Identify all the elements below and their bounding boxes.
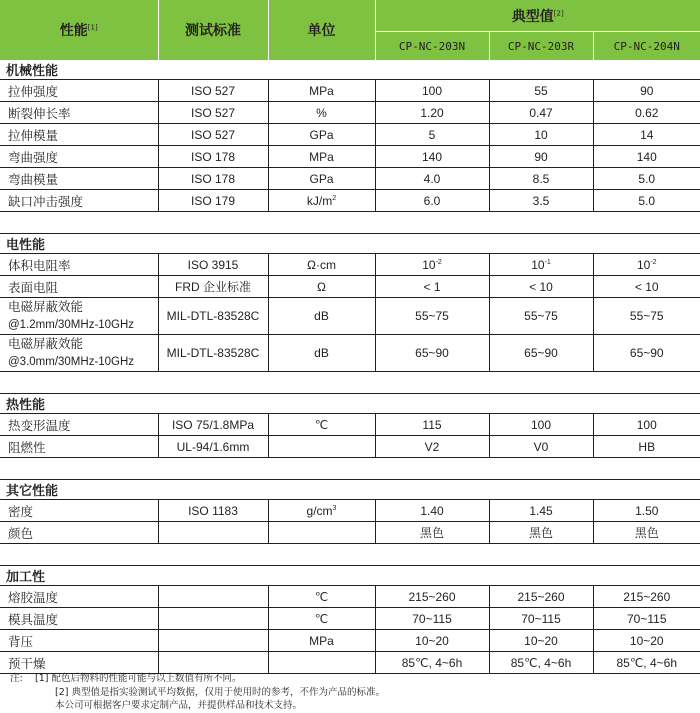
footnotes xyxy=(10,672,385,713)
property-name-line1: 弯曲强度 xyxy=(8,149,59,165)
property-name xyxy=(0,102,158,124)
value-2-text: 10~20 xyxy=(524,633,558,648)
unit xyxy=(268,436,375,458)
unit-text: MPa xyxy=(309,149,334,164)
table-row xyxy=(0,146,700,168)
property-name xyxy=(0,652,158,674)
value-2-text: 1.45 xyxy=(529,503,553,518)
unit-text: ℃ xyxy=(314,611,329,626)
property-name-line1: 表面电阻 xyxy=(8,279,59,295)
test-standard-text: ISO 75/1.8MPa xyxy=(171,417,255,432)
value-2 xyxy=(489,124,593,146)
value-2-text: 215~260 xyxy=(517,589,565,604)
section-title: 其它性能 xyxy=(0,480,700,500)
unit-sup: 2 xyxy=(332,194,337,202)
value-2 xyxy=(489,608,593,630)
value-2 xyxy=(489,436,593,458)
unit-text: ℃ xyxy=(314,417,329,432)
value-1 xyxy=(375,102,489,124)
value-2-sup: -1 xyxy=(544,258,551,266)
property-name xyxy=(0,335,158,372)
property-name xyxy=(0,254,158,276)
section-spacer xyxy=(0,212,700,234)
value-1-text: 115 xyxy=(422,417,442,432)
table-row xyxy=(0,276,700,298)
value-2-text: 黑色 xyxy=(528,526,553,540)
test-standard-text: FRD 企业标准 xyxy=(175,280,251,294)
value-2-text: 0.47 xyxy=(529,105,553,120)
table-row xyxy=(0,80,700,102)
property-name-line1: 电磁屏蔽效能 xyxy=(8,336,84,351)
table-body xyxy=(0,60,700,674)
unit xyxy=(268,276,375,298)
value-2 xyxy=(489,80,593,102)
unit xyxy=(268,298,375,335)
value-3-text: 10 xyxy=(636,257,651,272)
table-row xyxy=(0,168,700,190)
value-2-text: V0 xyxy=(533,439,549,454)
value-3 xyxy=(593,168,700,190)
property-name-line1: 颜色 xyxy=(8,525,34,541)
value-1 xyxy=(375,608,489,630)
spacer-cell xyxy=(0,372,700,394)
section-title: 机械性能 xyxy=(0,60,700,80)
spacer-cell xyxy=(0,212,700,234)
property-name xyxy=(0,146,158,168)
unit-text: kJ/m xyxy=(306,193,333,208)
section-header-therm xyxy=(0,394,700,414)
property-name-line1: 阻燃性 xyxy=(8,439,46,455)
value-2-text: 100 xyxy=(530,417,552,432)
value-2 xyxy=(489,335,593,372)
property-name-line1: 缺口冲击强度 xyxy=(8,193,84,209)
value-1 xyxy=(375,414,489,436)
test-standard-text: ISO 527 xyxy=(190,127,236,142)
value-2-text: 70~115 xyxy=(521,611,561,626)
value-1-text: 100 xyxy=(421,83,443,98)
property-name xyxy=(0,80,158,102)
unit-text: ℃ xyxy=(314,589,329,604)
value-2-text: 90 xyxy=(534,149,548,164)
table-row xyxy=(0,298,700,335)
unit xyxy=(268,80,375,102)
value-3-text: 5.0 xyxy=(638,171,656,186)
unit-text: Ω xyxy=(317,279,326,294)
value-1 xyxy=(375,586,489,608)
table-row xyxy=(0,630,700,652)
unit xyxy=(268,102,375,124)
property-name xyxy=(0,298,158,335)
value-1-text: 6.0 xyxy=(423,193,441,208)
unit xyxy=(268,608,375,630)
table-header xyxy=(0,0,700,60)
notes-label: 注: xyxy=(10,673,23,684)
spacer-cell xyxy=(0,458,700,480)
unit-text: GPa xyxy=(309,127,334,142)
property-name xyxy=(0,414,158,436)
note-1: [1] 配色后物料的性能可能与以上数值有所不同。 xyxy=(35,673,242,684)
property-name-line1: 弯曲模量 xyxy=(8,171,59,187)
section-spacer xyxy=(0,544,700,566)
unit-sup: 3 xyxy=(332,504,337,512)
value-2-text: 55~75 xyxy=(524,309,558,323)
property-name xyxy=(0,522,158,544)
value-3-text: 140 xyxy=(636,149,657,164)
test-standard xyxy=(158,335,268,372)
value-3-text: < 10 xyxy=(634,279,659,294)
value-3 xyxy=(593,80,700,102)
unit xyxy=(268,500,375,522)
unit-text: MPa xyxy=(309,633,334,648)
value-1-text: 70~115 xyxy=(412,611,452,626)
value-1 xyxy=(375,630,489,652)
note-2: [2] 典型值是指实验测试平均数据，仅用于使用时的参考，不作为产品的标准。 xyxy=(55,686,385,698)
test-standard-text: UL-94/1.6mm xyxy=(176,439,250,454)
value-3-text: HB xyxy=(638,439,656,454)
value-2 xyxy=(489,190,593,212)
value-3 xyxy=(593,276,700,298)
value-3-text: 55~75 xyxy=(629,309,664,323)
value-3 xyxy=(593,254,700,276)
value-2-text: 65~90 xyxy=(524,346,558,360)
value-3 xyxy=(593,414,700,436)
value-3 xyxy=(593,102,700,124)
value-1 xyxy=(375,146,489,168)
value-2-text: 10 xyxy=(531,257,545,272)
unit xyxy=(268,335,375,372)
value-1 xyxy=(375,436,489,458)
value-3-text: 黑色 xyxy=(634,526,659,540)
value-3 xyxy=(593,190,700,212)
section-header-other xyxy=(0,480,700,500)
property-name-line1: 电磁屏蔽效能 xyxy=(8,299,84,314)
table-row xyxy=(0,254,700,276)
property-name-line1: 模具温度 xyxy=(8,611,59,627)
test-standard xyxy=(158,608,268,630)
value-1 xyxy=(375,298,489,335)
property-name-line1: 热变形温度 xyxy=(8,417,71,433)
value-3 xyxy=(593,652,700,674)
test-standard xyxy=(158,102,268,124)
value-1 xyxy=(375,276,489,298)
value-2-text: 8.5 xyxy=(532,171,550,186)
value-1-text: 1.40 xyxy=(420,503,444,518)
value-2 xyxy=(489,652,593,674)
test-standard-text: ISO 178 xyxy=(190,171,236,186)
test-standard-text: MIL-DTL-83528C xyxy=(166,309,260,323)
test-standard xyxy=(158,168,268,190)
note-3: 本公司可根据客户要求定制产品，并提供样品和技术支持。 xyxy=(55,700,303,711)
value-2 xyxy=(489,586,593,608)
unit xyxy=(268,146,375,168)
value-1-text: 140 xyxy=(421,149,443,164)
value-3 xyxy=(593,522,700,544)
unit-text: dB xyxy=(314,346,329,360)
value-1-text: 65~90 xyxy=(415,346,449,360)
table-row xyxy=(0,102,700,124)
table-row xyxy=(0,124,700,146)
value-3-text: 10~20 xyxy=(629,633,664,648)
property-name xyxy=(0,630,158,652)
table-row xyxy=(0,190,700,212)
value-3-text: 70~115 xyxy=(627,611,667,626)
property-name-line1: 断裂伸长率 xyxy=(8,105,71,121)
unit-text: g/cm xyxy=(306,503,333,518)
value-3 xyxy=(593,146,700,168)
value-1 xyxy=(375,652,489,674)
value-3-text: 1.50 xyxy=(635,503,659,518)
section-spacer xyxy=(0,372,700,394)
header-product-3: CP-NC-204N xyxy=(593,32,700,61)
unit-text: dB xyxy=(314,309,329,323)
section-spacer xyxy=(0,458,700,480)
value-3 xyxy=(593,586,700,608)
value-1 xyxy=(375,335,489,372)
unit-text: MPa xyxy=(309,83,334,98)
value-2-text: 3.5 xyxy=(532,193,550,208)
table-row xyxy=(0,586,700,608)
test-standard xyxy=(158,254,268,276)
value-3 xyxy=(593,124,700,146)
value-1-text: 10 xyxy=(422,257,436,272)
value-2 xyxy=(489,522,593,544)
header-property: 性能[1] xyxy=(0,0,158,60)
value-1 xyxy=(375,190,489,212)
test-standard xyxy=(158,500,268,522)
section-title: 电性能 xyxy=(0,234,700,254)
value-1 xyxy=(375,124,489,146)
test-standard xyxy=(158,652,268,674)
value-2-text: 10 xyxy=(534,127,548,142)
test-standard xyxy=(158,586,268,608)
property-name-line1: 背压 xyxy=(8,633,34,649)
header-product-2: CP-NC-203R xyxy=(489,32,593,61)
unit xyxy=(268,124,375,146)
header-product-1: CP-NC-203N xyxy=(375,32,489,61)
test-standard-text: ISO 179 xyxy=(190,193,236,208)
property-name xyxy=(0,500,158,522)
test-standard xyxy=(158,436,268,458)
value-2 xyxy=(489,630,593,652)
unit-text: Ω·cm xyxy=(307,257,336,272)
unit-text: % xyxy=(316,105,327,120)
value-1-text: V2 xyxy=(424,439,440,454)
value-1 xyxy=(375,254,489,276)
value-3-text: 5.0 xyxy=(638,193,656,208)
value-3 xyxy=(593,608,700,630)
test-standard xyxy=(158,124,268,146)
value-1-text: 5 xyxy=(428,127,436,142)
property-name xyxy=(0,124,158,146)
value-1 xyxy=(375,80,489,102)
section-header-elec xyxy=(0,234,700,254)
table-row xyxy=(0,414,700,436)
value-3-text: 14 xyxy=(640,127,654,142)
value-3-text: 215~260 xyxy=(623,589,671,604)
spacer-cell xyxy=(0,544,700,566)
value-1-text: 4.0 xyxy=(423,171,441,186)
value-2-text: 85℃, 4~6h xyxy=(510,655,572,670)
property-name-line1: 拉伸强度 xyxy=(8,83,59,99)
unit xyxy=(268,190,375,212)
table-row xyxy=(0,335,700,372)
unit xyxy=(268,522,375,544)
value-3 xyxy=(593,630,700,652)
property-name xyxy=(0,436,158,458)
value-3-text: 100 xyxy=(636,417,657,432)
unit xyxy=(268,586,375,608)
test-standard xyxy=(158,522,268,544)
unit-text: GPa xyxy=(309,171,334,186)
value-3-text: 90 xyxy=(640,83,654,98)
test-standard-text: ISO 527 xyxy=(190,83,236,98)
section-header-proc xyxy=(0,566,700,586)
property-name xyxy=(0,586,158,608)
property-name-line1: 预干燥 xyxy=(8,655,46,671)
test-standard xyxy=(158,414,268,436)
unit xyxy=(268,168,375,190)
value-3 xyxy=(593,500,700,522)
property-name xyxy=(0,190,158,212)
value-1-text: 85℃, 4~6h xyxy=(401,655,463,670)
table-row xyxy=(0,652,700,674)
unit xyxy=(268,652,375,674)
property-name xyxy=(0,608,158,630)
property-name-line1: 熔胶温度 xyxy=(8,589,59,605)
test-standard-text: MIL-DTL-83528C xyxy=(166,346,260,360)
property-name xyxy=(0,168,158,190)
table-row xyxy=(0,522,700,544)
test-standard xyxy=(158,298,268,335)
value-3-text: 85℃, 4~6h xyxy=(616,655,678,670)
test-standard-text: ISO 178 xyxy=(190,149,236,164)
test-standard-text: ISO 3915 xyxy=(187,257,239,272)
value-1-text: 1.20 xyxy=(420,105,444,120)
value-1-text: 55~75 xyxy=(415,309,449,323)
value-1-text: < 1 xyxy=(423,279,441,294)
value-2-text: < 10 xyxy=(529,279,553,294)
value-2 xyxy=(489,102,593,124)
section-header-mech xyxy=(0,60,700,80)
value-1-text: 10~20 xyxy=(415,633,449,648)
value-1-text: 黑色 xyxy=(419,526,444,540)
value-2 xyxy=(489,298,593,335)
table-row xyxy=(0,500,700,522)
section-title: 热性能 xyxy=(0,394,700,414)
value-3 xyxy=(593,298,700,335)
test-standard-text: ISO 527 xyxy=(190,105,236,120)
test-standard xyxy=(158,276,268,298)
section-title: 加工性 xyxy=(0,566,700,586)
value-2 xyxy=(489,500,593,522)
value-3-text: 0.62 xyxy=(635,105,659,120)
table-row xyxy=(0,436,700,458)
header-standard: 测试标准 xyxy=(158,0,268,60)
unit xyxy=(268,630,375,652)
value-2 xyxy=(489,146,593,168)
header-typical: 典型值[2] xyxy=(375,0,700,32)
value-2 xyxy=(489,168,593,190)
property-name-line2: @3.0mm/30MHz-10GHz xyxy=(8,356,135,368)
property-name-line1: 密度 xyxy=(8,503,34,519)
value-2 xyxy=(489,254,593,276)
property-name-line1: 拉伸模量 xyxy=(8,127,59,143)
value-1 xyxy=(375,522,489,544)
property-name xyxy=(0,276,158,298)
value-1-sup: -2 xyxy=(435,258,442,266)
value-3 xyxy=(593,436,700,458)
value-1 xyxy=(375,500,489,522)
test-standard xyxy=(158,146,268,168)
value-2-text: 55 xyxy=(534,83,548,98)
value-2 xyxy=(489,276,593,298)
test-standard xyxy=(158,80,268,102)
test-standard-text: ISO 1183 xyxy=(188,503,238,518)
test-standard xyxy=(158,190,268,212)
value-3-text: 65~90 xyxy=(629,346,664,360)
unit xyxy=(268,414,375,436)
value-1 xyxy=(375,168,489,190)
test-standard xyxy=(158,630,268,652)
value-2 xyxy=(489,414,593,436)
value-1-text: 215~260 xyxy=(408,589,456,604)
unit xyxy=(268,254,375,276)
table-row xyxy=(0,608,700,630)
value-3-sup: -2 xyxy=(650,258,657,266)
header-unit: 单位 xyxy=(268,0,375,60)
property-name-line1: 体积电阻率 xyxy=(8,257,71,273)
value-3 xyxy=(593,335,700,372)
property-name-line2: @1.2mm/30MHz-10GHz xyxy=(8,319,135,331)
